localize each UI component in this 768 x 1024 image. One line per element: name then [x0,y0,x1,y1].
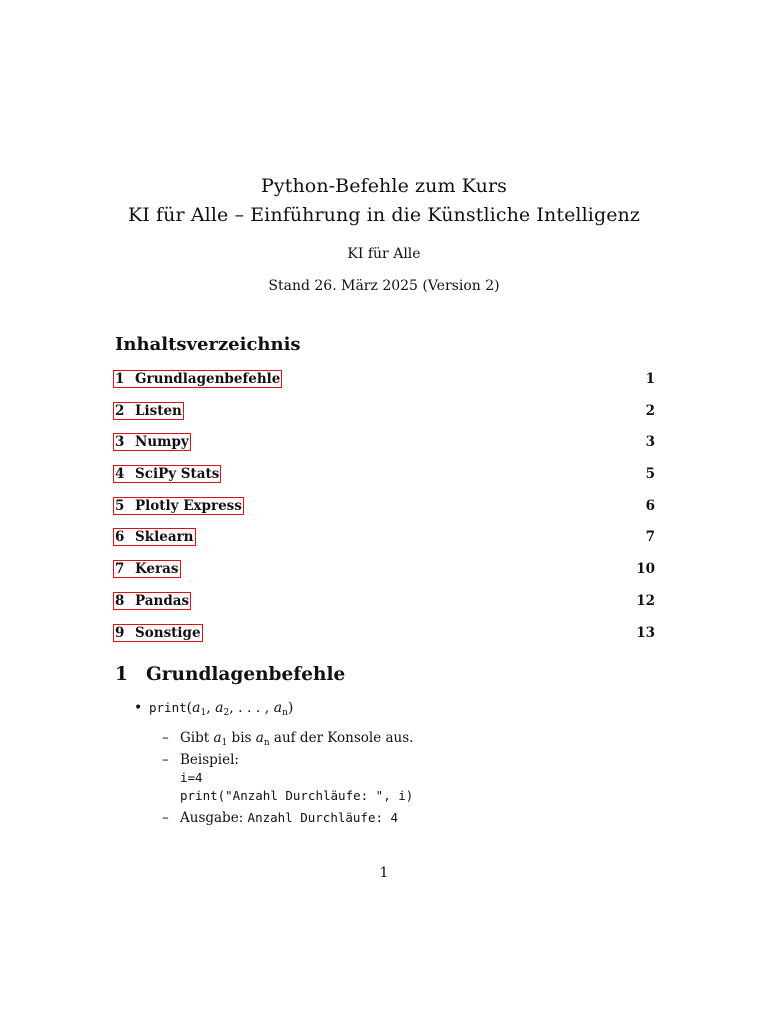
toc-page-number: 3 [645,434,655,451]
toc-label: Sonstige [135,624,201,641]
toc-number: 9 [115,624,125,641]
date: Stand 26. März 2025 (Version 2) [268,278,500,294]
toc-link-plotly-express[interactable] [113,497,244,515]
toc-row [113,431,655,463]
toc-label: Grundlagenbefehle [135,371,281,387]
arg-a2 [215,700,229,716]
arg-sub: 1 [200,708,207,718]
toc-page-number: 1 [645,371,655,387]
title-line-2: KI für Alle – Einführung in die Künstliche Intelligenz [127,204,640,226]
paren-open: ( [186,700,193,716]
toc-link-keras[interactable] [113,560,181,578]
arg-var: a [192,700,201,716]
math-sub: 1 [221,738,228,748]
toc-number: 3 [115,434,125,451]
toc-page-number: 5 [645,466,655,483]
arg-var: a [273,700,283,716]
section-heading [115,664,345,685]
toc-link-listen[interactable] [113,402,184,420]
desc-mid: bis [227,730,256,746]
toc-number: 5 [115,497,125,514]
desc-prefix: Gibt [180,730,214,746]
toc-row [113,558,655,590]
arg-sub: 2 [223,708,230,718]
sub-item-description [162,730,413,748]
dash-symbol: – [162,730,169,746]
toc-link-pandas[interactable] [113,592,191,610]
sub-item-example [162,752,239,768]
section-number: 1 [115,664,128,685]
desc-suffix: auf der Konsole aus. [269,730,414,746]
toc-page-number: 12 [636,592,655,609]
dash-symbol: – [162,810,169,826]
toc-label: Sklearn [135,529,194,546]
toc-label: Numpy [135,434,189,451]
toc-row [113,368,655,400]
code-line: i=4 [180,770,203,785]
table-of-contents [113,368,655,653]
example-label: Beispiel: [180,752,239,768]
bullet-symbol: • [134,700,143,716]
toc-page-number: 6 [645,497,655,514]
document-title [0,172,768,230]
arg-an [274,700,288,716]
math-var: a [255,730,264,746]
code-line: print("Anzahl Durchläufe: ", i) [180,788,414,803]
toc-label: Listen [135,402,182,419]
toc-number: 6 [115,529,125,546]
toc-label: Plotly Express [135,497,242,514]
toc-label: SciPy Stats [135,466,220,483]
arg-sub: n [282,708,288,718]
math-sub: n [263,738,270,748]
arg-ellipsis: , . . . , [229,700,274,716]
toc-link-sklearn[interactable] [113,528,196,546]
toc-label: Pandas [135,592,190,609]
dash-symbol: – [162,752,169,768]
toc-page-number: 13 [636,624,655,641]
toc-row [113,495,655,527]
output-label: Ausgabe: [180,810,248,826]
toc-page-number: 2 [645,402,655,419]
toc-link-grundlagenbefehle[interactable] [113,370,282,388]
bullet-item [134,700,293,718]
function-name: print [149,700,187,715]
toc-row [113,622,655,654]
author: KI für Alle [347,246,421,262]
toc-number: 8 [115,592,125,609]
output-value: Anzahl Durchläufe: 4 [247,810,399,825]
toc-link-scipy-stats[interactable] [113,465,221,483]
toc-link-sonstige[interactable] [113,624,203,642]
toc-number: 2 [115,402,125,419]
toc-link-numpy[interactable] [113,433,191,451]
arg-sep: , [206,700,216,716]
toc-page-number: 7 [645,529,655,546]
toc-number: 1 [115,371,125,387]
title-line-1: Python-Befehle zum Kurs [260,175,507,197]
toc-number: 4 [115,466,125,483]
toc-label: Keras [135,561,179,578]
arg-var: a [215,700,224,716]
sub-item-output [162,810,398,826]
math-var: a [213,730,222,746]
toc-row [113,400,655,432]
toc-row [113,526,655,558]
toc-heading: Inhaltsverzeichnis [115,334,301,355]
page-number: 1 [379,865,389,881]
section-title: Grundlagenbefehle [146,664,346,685]
paren-close: ) [287,700,294,716]
toc-row [113,463,655,495]
arg-a1 [192,700,206,716]
math-a1 [213,730,227,746]
toc-page-number: 10 [636,561,655,578]
math-an [256,730,270,746]
toc-number: 7 [115,561,125,578]
toc-row [113,590,655,622]
